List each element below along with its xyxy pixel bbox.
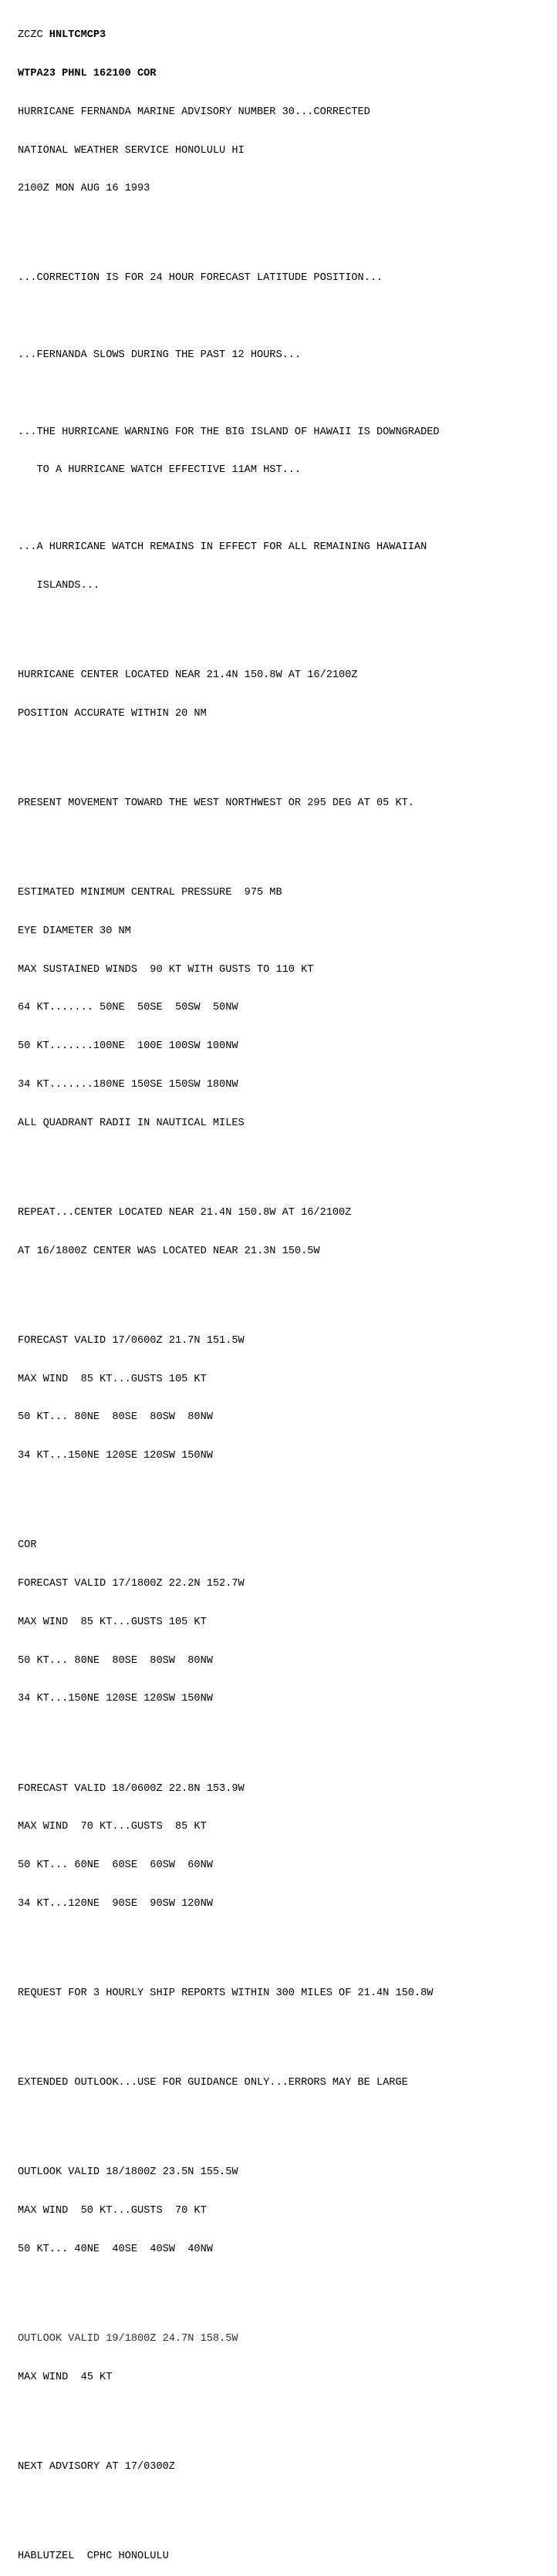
forecast-1-max-wind: MAX WIND 85 KT...GUSTS 105 KT [18, 1373, 207, 1385]
blank-line [18, 1937, 550, 1950]
outlook-2-valid: OUTLOOK VALID 19/1800Z 24.7N 158.5W [18, 2333, 238, 2345]
blank-line [18, 2026, 550, 2039]
marine-advisory-document [18, 4, 550, 2576]
headline-watch-line-1: ...A HURRICANE WATCH REMAINS IN EFFECT FOR ALL REMAINING HAWAIIAN [18, 541, 427, 553]
next-advisory: NEXT ADVISORY AT 17/0300Z [18, 2461, 175, 2473]
eye-diameter: EYE DIAMETER 30 NM [18, 925, 131, 937]
header-prefix: ZCZC [18, 29, 49, 42]
blank-line [18, 2500, 550, 2513]
advisory-title: HURRICANE FERNANDA MARINE ADVISORY NUMBER 30...CORRECTED [18, 106, 370, 118]
repeat-center: REPEAT...CENTER LOCATED NEAR 21.4N 150.8W AT 16/2100Z [18, 1206, 352, 1219]
header-line-1 [18, 29, 550, 42]
forecast-3-radii-50kt: 50 KT... 60NE 60SE 60SW 60NW [18, 1860, 213, 1872]
present-movement: PRESENT MOVEMENT TOWARD THE WEST NORTHWEST OR 295 DEG AT 05 KT. [18, 797, 414, 809]
forecast-2-cor-marker: COR [18, 1539, 37, 1552]
blank-line [18, 1489, 550, 1502]
forecast-3-radii-34kt: 34 KT...120NE 90SE 90SW 120NW [18, 1897, 213, 1910]
max-sustained-winds: MAX SUSTAINED WINDS 90 KT WITH GUSTS TO 110 KT [18, 963, 314, 976]
blank-line [18, 2282, 550, 2295]
headline-correction: ...CORRECTION IS FOR 24 HOUR FORECAST LATITUDE POSITION... [18, 272, 383, 285]
forecast-3-valid: FORECAST VALID 18/0600Z 22.8N 153.9W [18, 1782, 245, 1795]
wind-radii-64kt: 64 KT....... 50NE 50SE 50SW 50NW [18, 1002, 238, 1014]
outlook-1-valid: OUTLOOK VALID 18/1800Z 23.5N 155.5W [18, 2166, 238, 2179]
center-position: HURRICANE CENTER LOCATED NEAR 21.4N 150.8W AT 16/2100Z [18, 669, 358, 681]
headline-warning-line-2: TO A HURRICANE WATCH EFFECTIVE 11AM HST... [18, 464, 302, 477]
blank-line [18, 2116, 550, 2129]
blank-line [18, 503, 550, 516]
blank-line [18, 746, 550, 759]
outlook-1-radii-50kt: 50 KT... 40NE 40SE 40SW 40NW [18, 2243, 213, 2255]
blank-line [18, 1731, 550, 1745]
outlook-2-max-wind: MAX WIND 45 KT [18, 2371, 113, 2383]
blank-line [18, 388, 550, 401]
central-pressure: ESTIMATED MINIMUM CENTRAL PRESSURE 975 MB [18, 886, 282, 899]
forecast-3-max-wind: MAX WIND 70 KT...GUSTS 85 KT [18, 1821, 207, 1833]
forecast-2-max-wind: MAX WIND 85 KT...GUSTS 105 KT [18, 1616, 207, 1628]
extended-outlook-note: EXTENDED OUTLOOK...USE FOR GUIDANCE ONLY...ERRORS MAY BE LARGE [18, 2077, 408, 2089]
forecast-1-valid: FORECAST VALID 17/0600Z 21.7N 151.5W [18, 1334, 245, 1347]
wind-radii-34kt: 34 KT.......180NE 150SE 150SW 180NW [18, 1078, 238, 1091]
blank-line [18, 1155, 550, 1168]
blank-line [18, 836, 550, 849]
headline-slows: ...FERNANDA SLOWS DURING THE PAST 12 HOURS... [18, 349, 302, 362]
previous-position: AT 16/1800Z CENTER WAS LOCATED NEAR 21.3N 150.5W [18, 1245, 320, 1257]
forecast-1-radii-50kt: 50 KT... 80NE 80SE 80SW 80NW [18, 1411, 213, 1424]
blank-line [18, 311, 550, 324]
headline-watch-line-2: ISLANDS... [18, 579, 100, 592]
blank-line [18, 619, 550, 632]
forecast-2-radii-34kt: 34 KT...150NE 120SE 120SW 150NW [18, 1693, 213, 1705]
radii-units-note: ALL QUADRANT RADII IN NAUTICAL MILES [18, 1117, 245, 1129]
headline-warning-line-1: ...THE HURRICANE WARNING FOR THE BIG ISLAND OF HAWAII IS DOWNGRADED [18, 426, 440, 438]
blank-line [18, 221, 550, 234]
forecast-2-valid: FORECAST VALID 17/1800Z 22.2N 152.7W [18, 1578, 245, 1590]
forecast-1-radii-34kt: 34 KT...150NE 120SE 120SW 150NW [18, 1450, 213, 1462]
ship-report-request: REQUEST FOR 3 HOURLY SHIP REPORTS WITHIN 300 MILES OF 21.4N 150.8W [18, 1988, 434, 2000]
issue-time: 2100Z MON AUG 16 1993 [18, 183, 150, 195]
issuing-office: NATIONAL WEATHER SERVICE HONOLULU HI [18, 144, 245, 157]
product-id: HNLTCMCP3 [49, 29, 106, 42]
forecast-2-radii-50kt: 50 KT... 80NE 80SE 80SW 80NW [18, 1654, 213, 1667]
forecaster-signature: HABLUTZEL CPHC HONOLULU [18, 2551, 169, 2563]
wind-radii-50kt: 50 KT.......100NE 100E 100SW 100NW [18, 1040, 238, 1053]
blank-line [18, 2410, 550, 2423]
blank-line [18, 1283, 550, 1296]
outlook-1-max-wind: MAX WIND 50 KT...GUSTS 70 KT [18, 2205, 207, 2217]
wmo-header: WTPA23 PHNL 162100 COR [18, 67, 157, 79]
position-accuracy: POSITION ACCURATE WITHIN 20 NM [18, 707, 207, 720]
